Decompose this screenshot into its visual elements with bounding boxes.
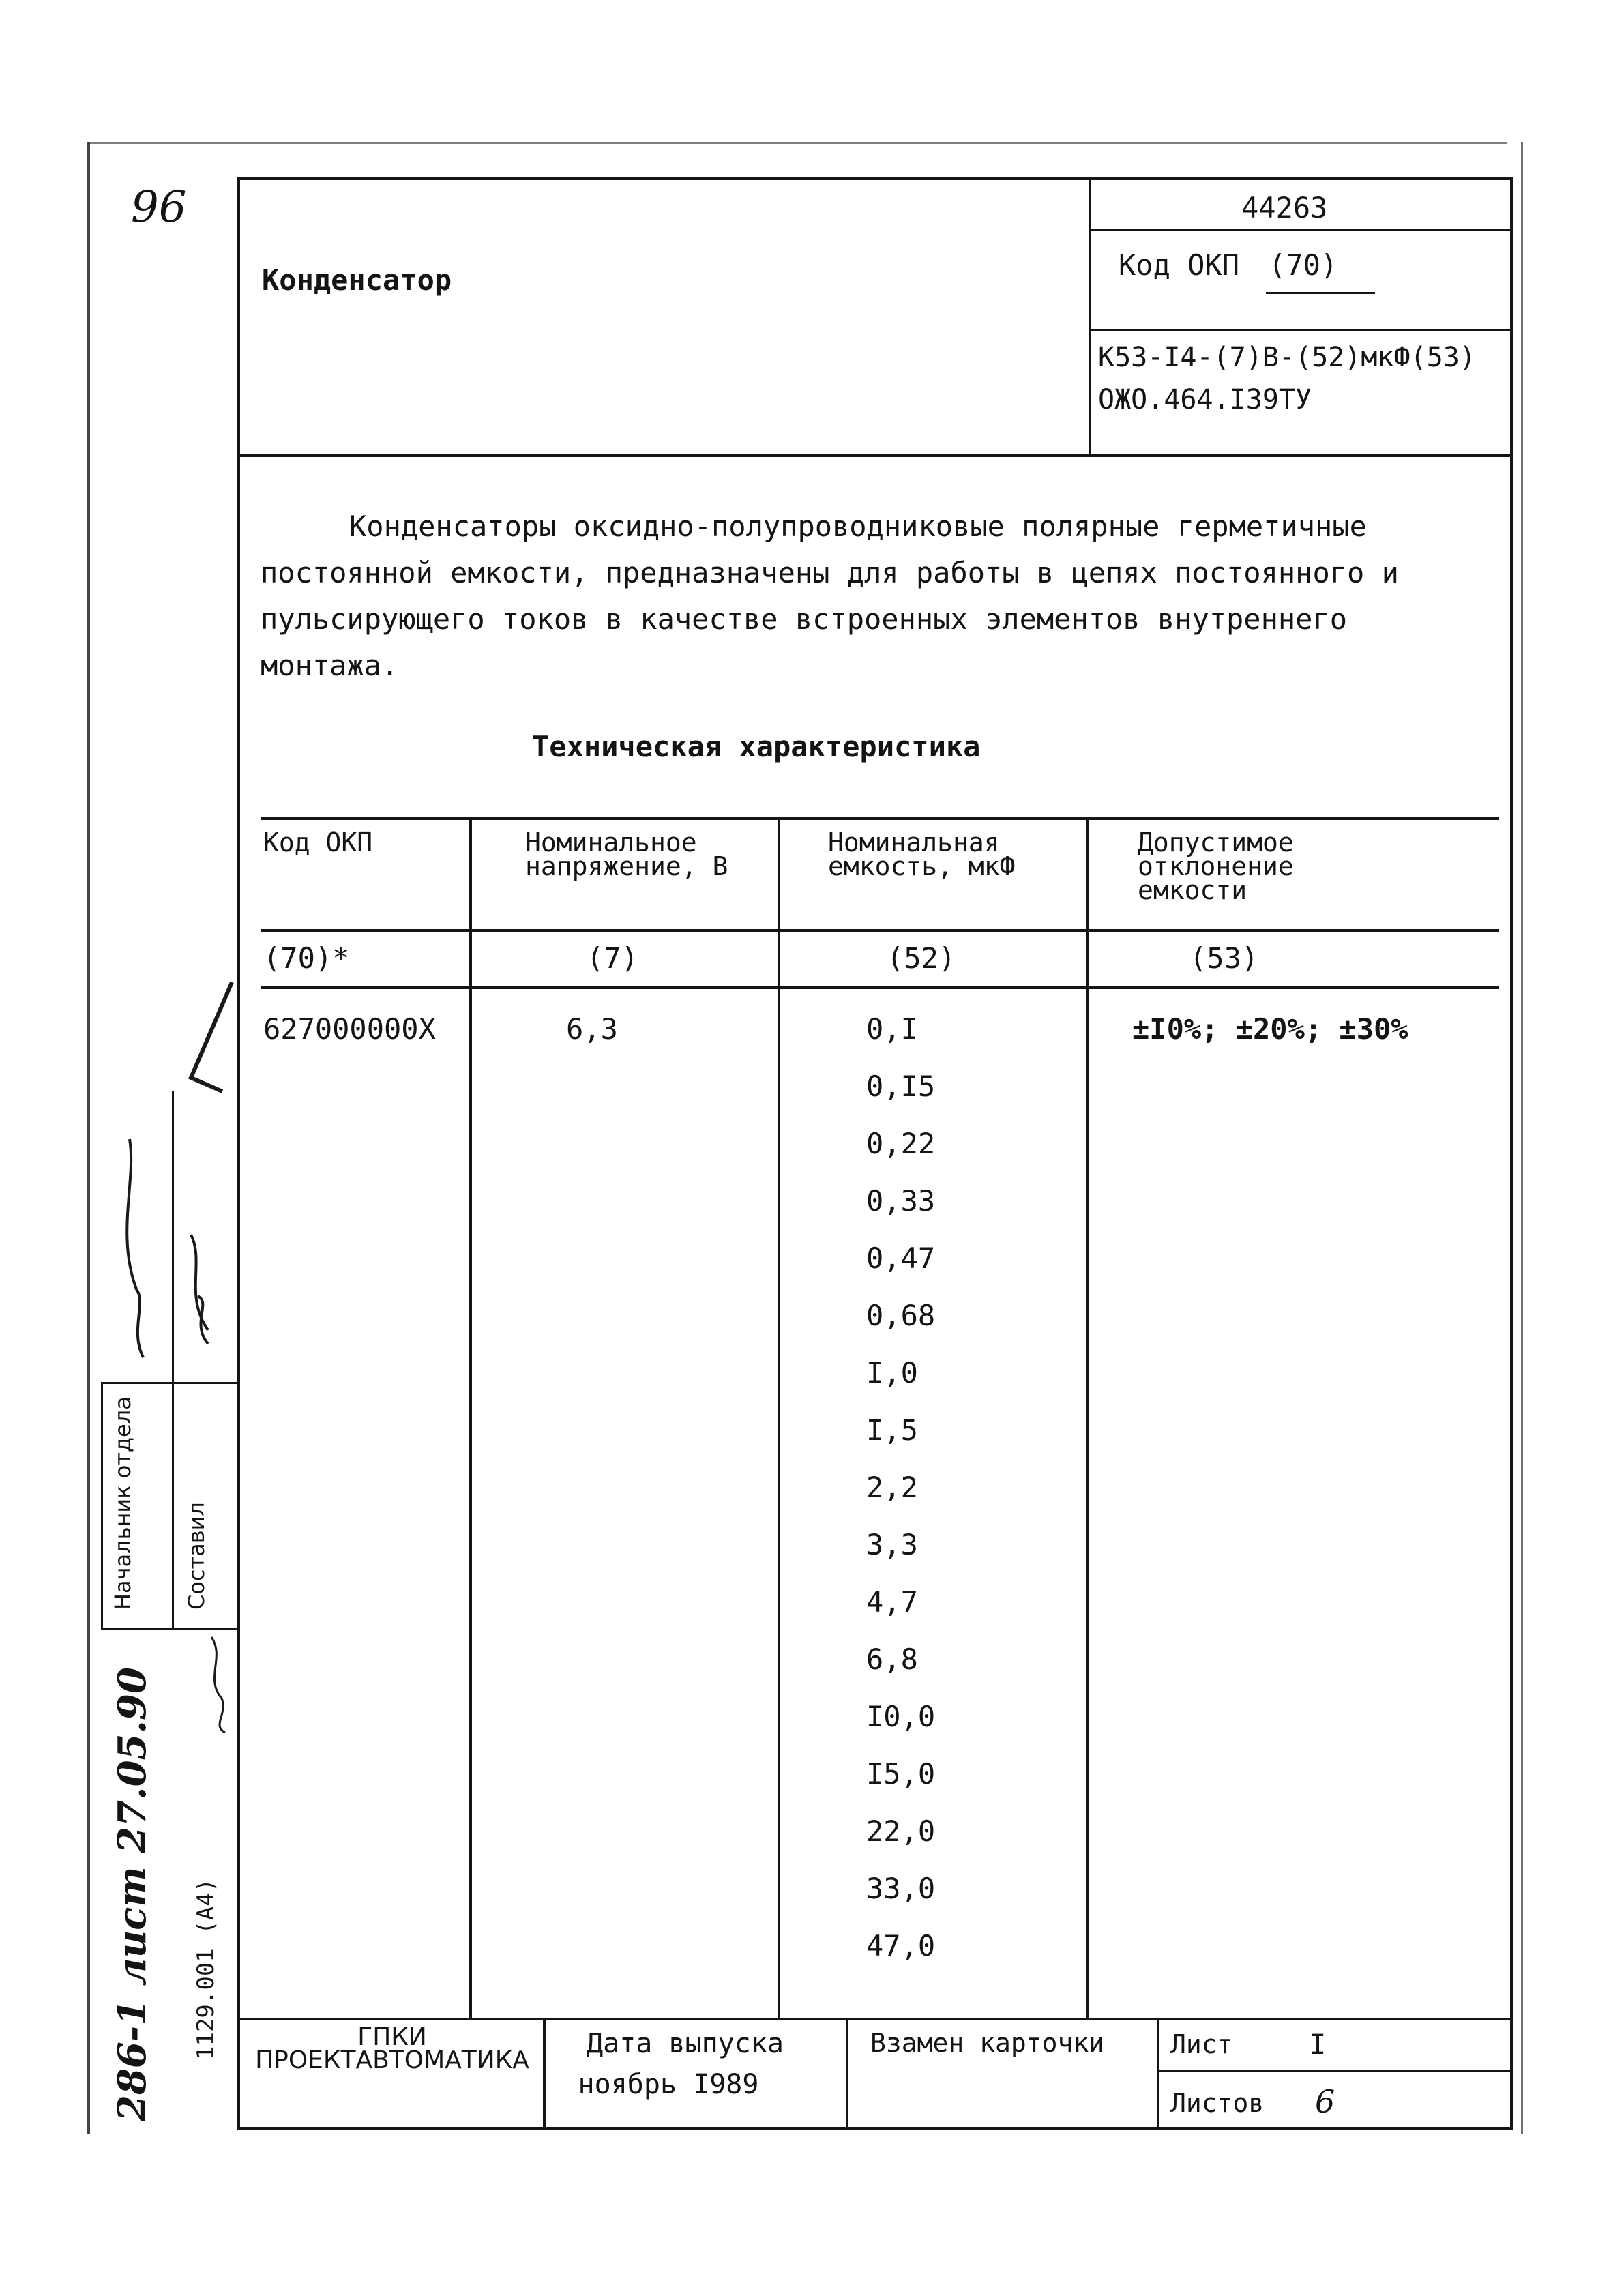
- signature-head: [127, 1139, 143, 1357]
- column-header-okp: Код ОКП: [263, 827, 373, 857]
- capacitance-value: 22,0: [866, 1814, 936, 1848]
- sheets-value: 6: [1315, 2083, 1335, 2120]
- okp-code-label: Код ОКП: [1119, 248, 1240, 282]
- header-divider: [1089, 177, 1091, 457]
- code-capacitance: (52): [887, 941, 956, 975]
- code-tolerance: (53): [1189, 941, 1259, 975]
- voltage-cell: 6,3: [566, 1012, 618, 1046]
- replaces-label: Взамен карточки: [870, 2028, 1105, 2058]
- code-voltage: (7): [587, 941, 638, 975]
- page-number: 96: [131, 182, 187, 233]
- small-signature: [211, 1637, 225, 1733]
- capacitance-value: 3,3: [866, 1528, 918, 1561]
- handwritten-note: 286-1 лист 27.05.90: [110, 1667, 155, 2121]
- capacitance-value: 2,2: [866, 1471, 918, 1504]
- header-right-line-1: [1089, 229, 1513, 231]
- header-bottom-line: [237, 454, 1513, 457]
- capacitance-value: 0,68: [866, 1299, 936, 1332]
- capacitance-value: 0,I: [866, 1012, 918, 1046]
- capacitance-value: 6,8: [866, 1643, 918, 1676]
- capacitance-value: 0,22: [866, 1127, 936, 1160]
- role-head-label: Начальник отдела: [110, 1396, 136, 1610]
- capacitance-value: I0,0: [866, 1700, 936, 1733]
- margin-line-left: [101, 1382, 103, 1629]
- right-edge-line: [1521, 142, 1523, 2134]
- designation-line-1: К53-I4-(7)В-(52)мкФ(53): [1098, 342, 1476, 373]
- sheets-label: Листов: [1170, 2088, 1265, 2118]
- column-header-voltage: Номинальное напряжение, В: [525, 827, 728, 881]
- signatures-svg: [89, 975, 246, 1385]
- footer-sheet-line: [1157, 2070, 1513, 2072]
- okp-code-value: (70): [1269, 248, 1338, 282]
- frame-right: [1510, 177, 1513, 2130]
- footer-divider-2: [846, 2018, 848, 2130]
- header-right-line-2: [1089, 329, 1513, 331]
- capacitance-value: I,0: [866, 1356, 918, 1389]
- okp-code-cell: 627000000Х: [263, 1012, 436, 1046]
- footer-divider-3: [1157, 2018, 1159, 2130]
- capacitance-value: 33,0: [866, 1872, 936, 1905]
- sheet-label: Лист: [1170, 2029, 1233, 2059]
- format-code: 1129.001 (А4): [192, 1878, 220, 2060]
- capacitance-value: 0,33: [866, 1184, 936, 1218]
- capacitance-value: 4,7: [866, 1585, 918, 1619]
- margin-line-bottom: [101, 1628, 237, 1630]
- signature-stroke-1: [191, 982, 232, 1091]
- table-top-line: [261, 817, 1499, 820]
- table-header-line: [261, 929, 1499, 932]
- code-okp: (70)*: [263, 941, 350, 975]
- header-title: Конденсатор: [262, 263, 452, 297]
- table-col-divider-1: [469, 817, 472, 2019]
- table-col-divider-3: [1086, 817, 1089, 2019]
- release-date: ноябрь I989: [578, 2069, 759, 2100]
- table-col-divider-2: [778, 817, 780, 2019]
- designation-line-2: ОЖО.464.I39ТУ: [1098, 384, 1312, 415]
- frame-top: [237, 177, 1513, 180]
- role-author-label: Составил: [183, 1502, 209, 1610]
- capacitance-value: I,5: [866, 1413, 918, 1447]
- section-title: Техническая характеристика: [532, 730, 981, 763]
- capacitance-value: 0,47: [866, 1241, 936, 1275]
- sheet-value: I: [1310, 2029, 1327, 2061]
- column-header-capacitance: Номинальная емкость, мкФ: [828, 827, 1016, 881]
- description-paragraph: Конденсаторы оксидно-полупроводниковые полярные герметичные постоянной емкости, предназначены для работы в цепях постоянного и пульсирующего токов в качестве встроенных элементов внутреннего монтажа.: [261, 510, 1399, 682]
- signature-author: [191, 1235, 208, 1344]
- capacitance-value: I5,0: [866, 1757, 936, 1791]
- small-signature-svg: [191, 1630, 239, 1739]
- organization-name: ГПКИ ПРОЕКТАВТОМАТИКА: [255, 2023, 529, 2074]
- capacitance-value: 0,I5: [866, 1070, 936, 1103]
- column-header-tolerance: Допустимое отклонение емкости: [1138, 827, 1294, 905]
- table-code-line: [261, 986, 1499, 989]
- top-edge-line: [89, 142, 1507, 144]
- release-label: Дата выпуска: [587, 2028, 784, 2059]
- capacitance-value: 47,0: [866, 1929, 936, 1962]
- frame-bottom: [237, 2127, 1513, 2130]
- card-number: 44263: [1241, 191, 1328, 224]
- footer-top-line: [237, 2018, 1513, 2020]
- tolerance-cell: ±I0%; ±20%; ±30%: [1132, 1012, 1408, 1046]
- okp-code-underline: [1266, 292, 1375, 294]
